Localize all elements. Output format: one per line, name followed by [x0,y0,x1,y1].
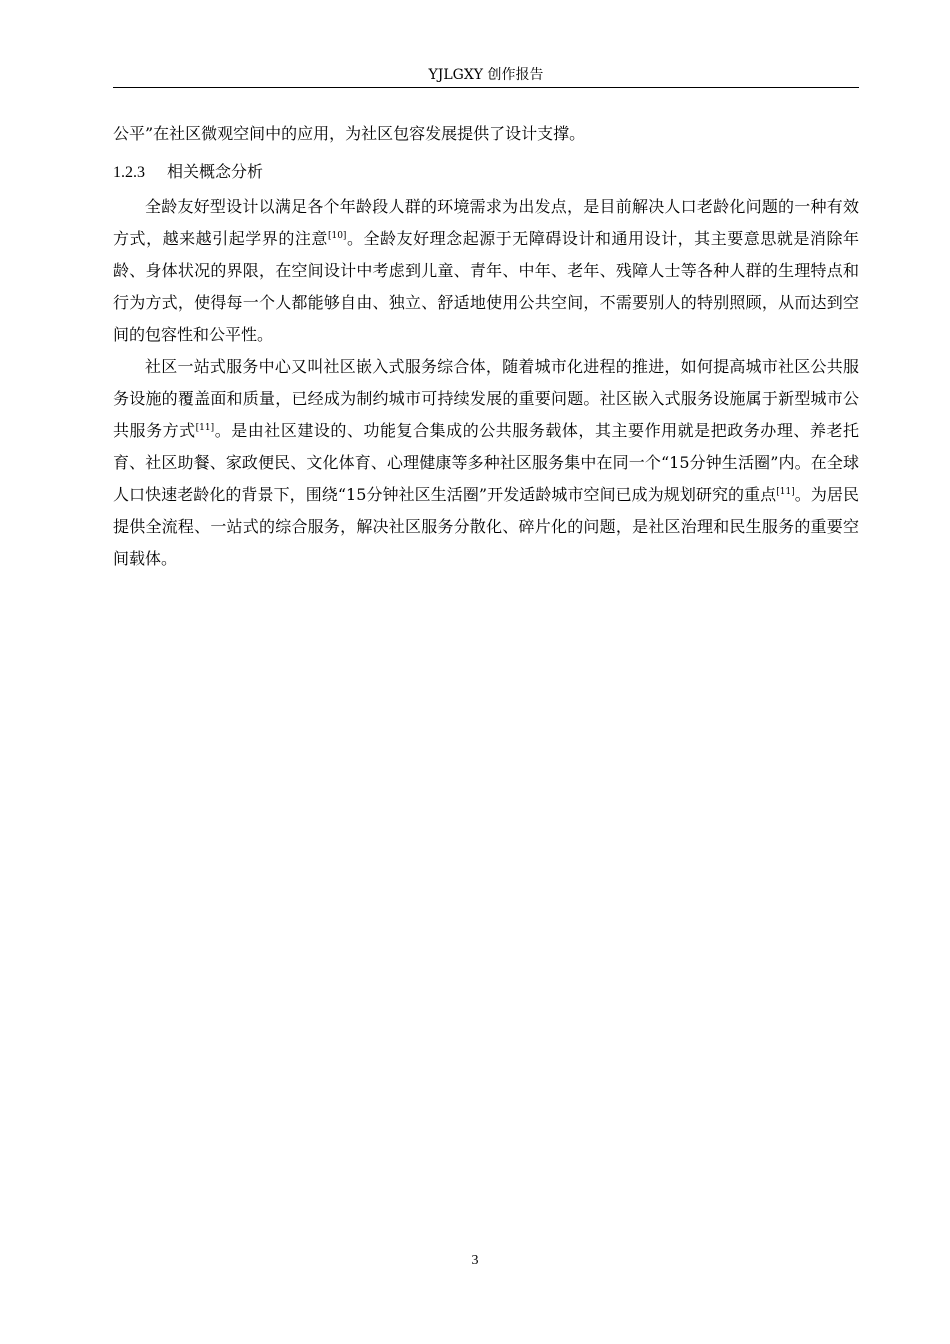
header-title: YJLGXY 创作报告 [428,67,544,83]
citation-ref: [11] [776,487,795,497]
paragraph-text: 。全龄友好理念起源于无障碍设计和通用设计，其主要意思就是消除年龄、身体状况的界限，在空间设计中考虑到儿童、青年、中年、老年、残障人士等各种人群的生理特点和行为方式，使得每一个人都能够自由、独立、舒适地使用公共空间，不需要别人的特别照顾，从而达到空间的包容性和公平性。 [113,229,859,344]
intro-paragraph: 公平”在社区微观空间中的应用，为社区包容发展提供了设计支撑。 [113,124,586,143]
page-number: 3 [471,1253,479,1268]
paragraph-text: 。是由社区建设的、功能复合集成的公共服务载体，其主要作用就是把政务办理、养老托育、社区助餐、家政便民、文化体育、心理健康等多种社区服务集中在同一个“15分钟生活圈”内。在全球人口快速老龄化的背景下，围绕“15分钟社区生活圈”开发适龄城市空间已成为规划研究的重点 [113,421,859,504]
paragraph-text: 社区一站式服务中心又叫社区嵌入式服务综合体，随着城市化进程的推进，如何提高城市社区公共服务设施的覆盖面和质量，已经成为制约城市可持续发展的重要问题。社区嵌入式服务设施属于新型城市公共服务方式 [113,357,859,440]
page-header [113,66,859,88]
section-number: 1.2.3 [113,164,145,181]
paragraph-community-service-center [113,351,859,575]
citation-ref: [11] [195,423,215,433]
section-title: 相关概念分析 [167,162,264,181]
paragraph-text: 。为居民提供全流程、一站式的综合服务，解决社区服务分散化、碎片化的问题，是社区治理和民生服务的重要空间载体。 [113,485,859,568]
citation-ref: [10] [327,231,347,241]
document-body [113,118,859,575]
paragraph-all-age-design [113,191,859,351]
section-heading [113,158,859,187]
paragraph-text: 全龄友好型设计以满足各个年龄段人群的环境需求为出发点，是目前解决人口老龄化问题的一种有效方式，越来越引起学界的注意 [113,197,859,248]
